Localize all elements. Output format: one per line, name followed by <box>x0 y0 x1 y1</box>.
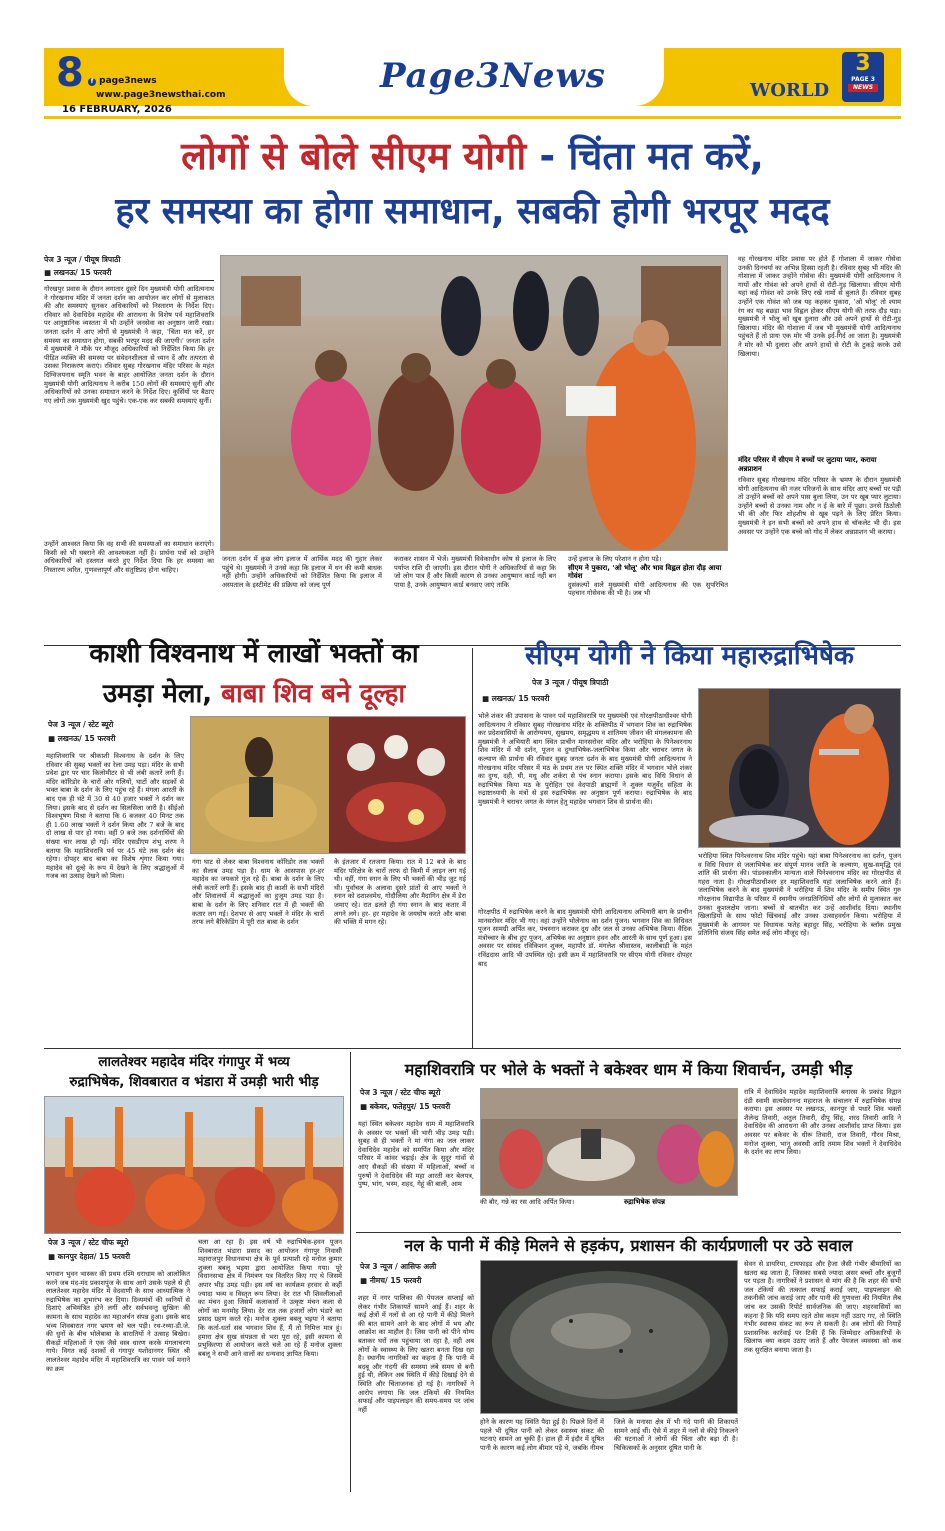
bakeshwar-col1: यहां स्थित बकेश्वर महादेव धाम में महाशिवरात्रि के अवसर पर भक्तों की भारी भीड़ उमड़ पड़ी। सुबह से ही भक्तों ने मां गंगा का जल लाकर देवाधिदेव महादेव को समर्पित किया और मंदिर परिसर में कांवर चढ़ाई। क्षेत्र के सुदूर गांवों से आए सैकड़ों की संख्या में महिलाओं, बच्चों व पुरुषों ने देवाधिदेव की महा आरती कर बेलपत्र, पुष्प, भांग, भस्म, शहद, गेहूं की बाली, आम <box>358 1120 474 1189</box>
lalteshwar-headline <box>44 1052 344 1092</box>
issue-date: 16 FEBRUARY, 2026 <box>62 104 172 115</box>
page-number: 8 <box>56 50 84 96</box>
rudra-headline: सीएम योगी ने किया महारुद्राभिषेक <box>525 641 854 671</box>
lead-headline-line1 <box>44 128 901 184</box>
lead-headline-red: लोगों से बोले सीएम योगी <box>181 134 527 178</box>
lalteshwar-col1: भगवान भुवन भास्कर की प्रथम रश्मि धराधाम को आलोकित करने जब मंद-मंद प्रकाशपुंज के साथ आगे उसके पहले से ही लालतेश्वर महादेव मंदिर में वेदवाणी के साथ आध्यात्मिक ने रुद्राभिषेक का शुभारंभ कर दिया। दिव्यमंत्रों की ध्वनियों से दिशाएं अभिमंत्रित होने लगीं और सर्वभवन्तु सुखिनः की कामना के साथ महादेव का महाअर्चन संपन्न हुआ। इसके बाद भव्य शिवबारात नगर भ्रमण को चल पड़ी। रथ-रथ्या-डी.जे. की धुनों के बीच भोलेबाबा के बारातियों ने उत्साह बिखेरा। सैकड़ों महिलाओं ने एक जैसे वस्त्र धारण करके मंगलाचरण गाये। विगत कई दशकों से गंगापुर यशोदानगर स्थित श्री लालतेश्वर महादेव मंदिर में महाशिवरात्रि का पावन पर्व मनाने का क्रम <box>46 1270 190 1373</box>
kashi-dateline-text: लखनऊ/ 15 फरवरी <box>57 734 116 743</box>
lead-dateline-text: लखनऊ/ 15 फरवरी <box>53 268 112 277</box>
nal-photo-image <box>481 1261 738 1414</box>
bakeshwar-bottom-rule <box>356 1232 901 1233</box>
bakeshwar-dateline-text: बकेवर, फतेहपुर/ 15 फरवरी <box>369 1102 451 1111</box>
lead-under-photo-3a: उन्हें इलाज के लिए परेशान न होना पड़े। <box>568 555 662 563</box>
section-label: WORLD <box>750 80 830 101</box>
lalteshwar-photo-image <box>45 1097 344 1234</box>
lead-under-photo-1: जनता दर्शन में कुछ लोग इलाज में आर्थिक मदद की गुहार लेकर पहुंचे थे। मुख्यमंत्री ने उनसे कहा कि इलाज में धन की कमी बाधक नहीं होगी। उन्होंने अधिकारियों को निर्देशित किया कि इलाज में अस्पताल के इस्टीमेट की प्रक्रिया को जल्द पूर्ण <box>222 555 382 589</box>
bakeshwar-photo <box>480 1088 738 1196</box>
lead-headline-blue1: चिंता मत करें, <box>568 134 764 178</box>
nal-under-a: होने के कारण यह स्थिति पैदा हुई है। पिछले दिनों में पहले भी दूषित पानी को लेकर स्वास्थ्य संकट की घटनाएं सामने आ चुकी हैं। हाल ही में इंदौर में दूषित पानी के कारण कई लोग बीमार पड़े थे, जबकि नीमच <box>480 1418 604 1452</box>
lead-right-col-b: रविवार सुबह गोरखनाथ मंदिर परिसर के भ्रमण के दौरान मुख्यमंत्री योगी आदित्यनाथ की नजर परिजनों के साथ मंदिर आए बच्चों पर पड़ी तो उन्होंने बच्चों को अपने पास बुला लिया, उन पर खूब प्यार लुटाया। उन्होंने बच्चों से उनका नाम और न ई के बारे में पूछा। उनसे ठिठोली भी की और फिर शोहशीष से खूब पढ़ने के लिए प्रेरित किया। मुख्यमंत्री ने इन सभी बच्चों को अपने हाथ से चॉकलेट भी दी। इस अवसर पर उन्होंने एक बच्चे को गोद में लेकर अन्नप्राशन भी कराया। <box>738 476 901 536</box>
lead-bholu-subhead: सीएम ने पुकारा, 'ओ भोलू' और भाव विह्वल होता दौड़ आया गोवंश <box>568 563 722 581</box>
mid-rule <box>44 1048 901 1049</box>
nal-headline: नल के पानी में कीड़े मिलने से हड़कंप, प्रशासन की कार्यप्रणाली पर उठे सवाल <box>404 1236 853 1255</box>
kashi-headline-line1: काशी विश्वनाथ में लाखों भक्तों का <box>89 639 419 669</box>
lead-under-photo-3b: दुसंकल्पों वाले मुख्यमंत्री योगी आदित्यनाथ की एक सुपरिचित पहचान गोसेवक की भी है। जब भी <box>568 580 728 598</box>
kashi-headline-red: बाबा शिव बने दूल्हा <box>221 679 406 709</box>
lalteshwar-divider <box>350 1052 351 1492</box>
lalteshwar-dateline: ■ कानपुर देहात/ 15 फरवरी <box>48 1252 131 1261</box>
kashi-headline <box>44 628 464 714</box>
lalteshwar-byline: पेज 3 न्यूज / स्टेट चीफ ब्यूरो <box>48 1238 129 1247</box>
badge-number: 3 <box>855 51 871 76</box>
rudra-col1: भोले शंकर की उपासना के पावन पर्व महाशिवरात्रि पर मुख्यमंत्री एवं गोरक्षपीठाधीश्वर योगी आदित्यनाथ ने रविवार सुबह गोरखनाथ मंदिर के शक्तिपीठ में भगवान शिव का रुद्राभिषेक कर प्रदेशवासियों के आरोग्यमय, सुखमय, समृद्धमय व शांतिमय जीवन की मंगलकामना की मुख्यमंत्री ने अभियारी बाग स्थित प्राचीन मानसरोवर मंदिर और भरोहिया के पिनेश्वरनाथ शिव मंदिर में भी दर्शन, पूजन व दुग्धाभिषेक-जलाभिषेक किया और चराचर जगत के कल्याण की प्रार्थना की रविवार सुबह जनता दर्शन के बाद मुख्यमंत्री योगी आदित्यनाथ ने गोरखनाथ मंदिर परिसर में मठ के प्रथम तल पर स्थित शक्ति मंदिर में भगवान भोले शंकर का दुग्ध, दही, घी, मधु और शर्करा से पंच स्नान कराया। इसके बाद विधि विधान से रुद्राभिषेक किया मठ के पुरोहित एवं वेदपाठी ब्राह्मणों ने शुक्ल यजुर्वेद संहिता के रुद्राष्टाध्यायी के मंत्रों से इस रुद्राभिषेक का अनुष्ठान पूर्ण कराया। रुद्राभिषेक के बाद मुख्यमंत्री ने चराचर जगत के मंगल हेतु महादेव भगवान शिव से प्रार्थना की। <box>478 712 692 806</box>
lalteshwar-headline-line2: रुद्राभिषेक, शिवबारात व भंडारा में उमड़ी भारी भीड़ <box>69 1074 319 1090</box>
kashi-headline-black: उमड़ा मेला, <box>102 679 222 709</box>
nal-col2: सेवन से डायरिया, टायफाइड और हैजा जैसी गंभीर बीमारियों का खतरा बढ़ जाता है, जिसका सबसे ज्यादा असर बच्चों और बुजुर्गों पर पड़ता है। नागरिकों ने प्रशासन से मांग की है कि शहर की सभी जल टंकियों की तत्काल सफाई कराई जाए, पाइपलाइन की तकनीकी जांच कराई जाए और पानी की गुणवत्ता की नियमित लैब जांच कर उसकी रिपोर्ट सार्वजनिक की जाए। शहरवासियों का कहना है कि यदि समय रहते ठोस कदम नहीं उठाए गए, तो स्थिति गंभीर स्वास्थ्य संकट का रूप ले सकती है। अब लोगों की निगाहें प्रशासनिक कार्रवाई पर टिकी हैं कि जिम्मेदार अधिकारियों के खिलाफ क्या कदम उठाए जाते हैं और पेयजल व्यवस्था को कब तक सुरक्षित बनाया जाता है। <box>744 1260 901 1354</box>
badge-line2: NEWS <box>848 84 878 92</box>
bakeshwar-dateline: ■ बकेवर, फतेहपुर/ 15 फरवरी <box>360 1102 451 1111</box>
bakeshwar-caption2: रुद्राभिषेक संपन्न <box>624 1198 666 1206</box>
kashi-headline-line2 <box>44 674 464 714</box>
nal-under-b: जिले के मनासा क्षेत्र में भी गंदे पानी की शिकायतें सामने आई थीं। ऐसे में शहर में नलों से कीड़े निकलने की घटनाओं ने लोगों की चिंता और बढ़ा दी है। चिकित्सकों के अनुसार दूषित पानी के <box>614 1418 738 1452</box>
logo: Page3News <box>380 56 606 96</box>
rudra-photo <box>698 688 901 848</box>
lead-byline-rule <box>44 280 214 281</box>
bakeshwar-caption1: की बौर, गन्ने का रस आदि अर्पित किया। <box>480 1198 575 1206</box>
lead-photo <box>220 255 728 551</box>
nal-byline: पेज 3 न्यूज / आसिफ अली <box>360 1262 437 1271</box>
rudra-byline: पेज 3 न्यूज / पीयूष त्रिपाठी <box>532 678 609 687</box>
kashi-rudra-divider <box>472 648 473 1048</box>
kashi-dateline: ■ लखनऊ/ 15 फरवरी <box>48 734 116 743</box>
rudra-photo-image <box>699 689 901 848</box>
rudra-col2: भरोहिया स्थित पिनेश्वरनाथ शिव मंदिर पहुंचे। यहां बाबा पिनेश्वरनाथ का दर्शन, पूजन व विधि विधान से जलाभिषेक कर संपूर्ण मानव जाति के कल्याण, सुख-समृद्धि एवं शांति की प्रार्थना की। पांडवकालीन मान्यता वाले पिनेश्वरनाथ मंदिर का गोरक्षपीठ से गहरा नाता है। गोरक्षपीठाधीश्वर हर महाशिवरात्रि यहां जलाभिषेक करने आते हैं। जलाभिषेक करने के बाद मुख्यमंत्री ने भरोहिया में शिव मंदिर के समीप स्थित गुरु गोरक्षनाथ विद्यापीठ के परिसर में स्थानीय जनप्रतिनिधियों और लोगों से मुलाकात कर उनका कुशलक्षेम जाना। बच्चों से बातचीत कर उन्हें आशीर्वाद दिया। स्थानीय खिलाड़ियों के साथ फोटो खिंचवाई और उनका उत्साहवर्धन किया। भरोहिया में मुख्यमंत्री के आगमन पर विधायक फतेह बहादुर सिंह, भरोहिया के ब्लॉक प्रमुख प्रतिनिधि संजय सिंह समेत कई लोग मौजूद रहे। <box>698 852 901 938</box>
lead-byline: पेज 3 न्यूज / पीयूष त्रिपाठी <box>44 255 121 264</box>
lead-photo-image <box>221 256 728 551</box>
kashi-col1: महाशिवरात्रि पर श्रीकाशी विश्वनाथ के दर्शन के लिए रविवार की सुबह भक्तों का रेला उमड़ पड़ा। मंदिर के सभी प्रवेश द्वार पर चार किलोमीटर से भी लंबी कतारें लगी हैं। मंदिर कॉरिडोर के चारों ओर गलियों, घाटों और सड़कों से भक्त बाबा के दर्शन के लिए पहुंच रहे हैं। मंगला आरती के बाद एक ही घंटे में 30 से 40 हजार भक्तों ने दर्शन कर लिया। इसके बाद से दर्शन का सिलसिला जारी है। सीईओ विश्वभूषण मिश्रा ने बताया कि 6 बजकर 40 मिनट तक ही 1.60 लाख भक्तों ने दर्शन किया और 7 बजे के बाद दो लाख से पार हो गया। वहीं 9 बजे तक दर्शनार्थियों की संख्या चार लाख हो गई। मंदिर एसडीएम शंभु शरण ने बताया कि महाशिवरात्रि पर्व पर 45 घंटे तक दर्शन बंद रहेगा। दोपहर बाद बाबा का विशेष शृंगार किया गया। महादेव को दूल्हे के रूप में देखने के लिए श्रद्धालुओं में गजब का उत्साह देखने को मिला। <box>46 752 184 881</box>
lead-headline-line2: हर समस्या का होगा समाधान, सबकी होगी भरपूर मदद <box>115 191 830 232</box>
lalteshwar-photo <box>44 1096 344 1234</box>
lalteshwar-dateline-text: कानपुर देहात/ 15 फरवरी <box>57 1252 131 1261</box>
rudra-dateline: ■ लखनऊ/ 15 फरवरी <box>482 694 550 703</box>
lead-right-subhead: मंदिर परिसर में सीएम ने बच्चों पर लुटाया प्यार, कराया अन्नप्राशन <box>738 456 877 473</box>
kashi-under-b: के इंतजार में रतजगा किया। रात में 12 बजे के बाद मंदिर परिक्षेत्र के चारों तरफ दो किमी में लाइन लग गई थी। वहीं, गंगा स्नान के लिए भी भक्तों की भीड़ जुट गई थी। पूर्वांचल के अलावा दूसरे प्रांतों से आए भक्तों ने स्नान को दशाश्वमेध, गोदौलिया और मैदागिन क्षेत्र में डेरा जमाए रहे। रात ढलते ही गंगा स्नान के बाद कतार में लगने लगे। हर- हर महादेव के जयघोष करते और बाबा की भक्ति में मगन रहे। <box>334 858 466 927</box>
nal-dateline-text: नीमच/ 15 फरवरी <box>369 1276 422 1285</box>
lead-col1: गोरखपुर प्रवास के दौरान लगातार दूसरे दिन मुख्यमंत्री योगी आदित्यनाथ ने गोरखनाथ मंदिर में जनता दर्शन का आयोजन कर लोगों से मुलाकात की और समस्याएं सुनकर अधिकारियों को निस्तारण के निर्देश दिए। रविवार को देवाधिदेव महादेव की आराधना के विशेष पर्व महाशिवरात्रि पर आनुष्ठानिक व्यस्तता में भी उन्होंने जनसेवा का अनुष्ठान जारी रखा। जनता दर्शन में आए लोगों से मुख्यमंत्री ने कहा, 'चिंता मत करें, हर समस्या का समाधान होगा, सबकी भरपूर मदद की जाएगी।' जनता दर्शन में मुख्यमंत्री ने मौके पर मौजूद अधिकारियों को निर्देशित किया कि हर पीड़ित व्यक्ति की समस्या पर संवेदनशीलता से ध्यान दें और तत्परता से उसका निराकरण कराएं। रविवार सुबह गोरखनाथ मंदिर परिसर के महंत दिग्विजयनाथ स्मृति भवन के बाहर आयोजित जनता दर्शन के दौरान मुख्यमंत्री योगी आदित्यनाथ ने करीब 150 लोगों की समस्याएं सुनीं और अधिकारियों को उनका समाधान करने के निर्देश दिए। कुर्सियों पर बैठाए गए लोगों तक मुख्यमंत्री खुद पहुंचे। एक-एक कर सबकी समस्याएं सुनीं। <box>44 285 214 405</box>
social-handle-text: page3news <box>99 76 157 86</box>
facebook-icon: f <box>88 78 96 86</box>
lead-col1-cont: उन्होंने आश्वस्त किया कि वह सभी की समस्याओं का समाधान कराएंगे। किसी को भी घबराने की आवश्यकता नहीं है। प्रार्थना पत्रों को उन्होंने अधिकारियों को हस्तगत करते हुए निर्देश दिया कि हर समस्या का निस्तारण त्वरित, गुणवत्तापूर्ण और संतुष्टिप्रद होना चाहिए। <box>44 540 214 574</box>
lead-headline <box>44 128 901 240</box>
kashi-photo <box>190 716 466 854</box>
masthead <box>44 48 901 114</box>
masthead-rule <box>44 116 901 119</box>
kashi-byline: पेज 3 न्यूज / स्टेट ब्यूरो <box>48 720 114 729</box>
rudra-col1b: गोरक्षपीठ में रुद्राभिषेक करने के बाद मुख्यमंत्री योगी आदित्यनाथ अभियारी बाग के प्राचीन मानसरोवर मंदिर भी गए। वहां उन्होंने भोलेनाथ का दर्शन पूजन। भगवान शिव का विधिवत पूजन सामग्री अर्पित कर, पंचस्नान कराकर दूध और जल से उनका अभिषेक किया। वैदिक मंत्रोच्चार के बीच हुए पूजन, अभिषेक का अनुष्ठान हवन और आरती के साथ पूर्ण हुआ। इस अवसर पर सांसद रविकिशन शुक्ल, महापौर डॉ. मंगलेश श्रीवास्तव, कालीबाड़ी के महंत रविंद्रदास आदि भी उपस्थित रहे। इसी क्रम में महाशिवरात्रि पर सीएम योगी रविवार दोपहर बाद <box>478 908 692 968</box>
bakeshwar-col2: रात्रि में देवाधिदेव महादेव महाशिवरात्रि बनारस के प्रकांड विद्वान दंडी स्वामी सत्यदेवानन्द महाराज के संचालन में रुद्राभिषेक संपन्न कराया। इस अवसर पर लखनऊ, कानपुर से पधारे शिव भक्तों शैलेन्द्र तिवारी, अतुल तिवारी, दीपू सिंह, शरद तिवारी आदि ने देवाधिदेव की आराधना की और उनका आशीर्वाद प्राप्त किया। इस अवसर पर बकेवर के धीरू तिवारी, राज तिवारी, गौरव मिश्रा, मनोज शुक्ला, भानू अवस्थी आदि तमाम शिव भक्तों ने देवाधिदेव के दर्शन का लाभ लिया। <box>744 1088 901 1157</box>
social-handle <box>88 76 157 86</box>
bakeshwar-photo-image <box>481 1089 738 1196</box>
nal-dateline: ■ नीमच/ 15 फरवरी <box>360 1276 422 1285</box>
kashi-under-a: गंगा घाट से लेकर बाबा विश्वनाथ कॉरिडोर तक भक्तों का सैलाब उमड़ पड़ा है। धाम के आसपास हर-हर महादेव का जयकारे गूंज रहे हैं। बाबा के दर्शन के लिए लंबी कतारें लगी हैं। इसके बाद ही काशी के सभी मंदिरों और शिवालयों में श्रद्धालुओं का हुजूम उमड़ पड़ा है। बाबा के दर्शन के लिए शनिवार रात में ही भक्तों की कतार लग गई। देशभर से आए भक्तों ने मंदिर के चारों तरफ लगे बैरिकेडिंग में पूरी रात बाबा के दर्शन <box>192 858 324 927</box>
website: www.page3newsthai.com <box>96 90 226 100</box>
bakeshwar-headline: महाशिवरात्रि पर भोले के भक्तों ने बकेश्वर धाम में किया शिवार्चन, उमड़ी भीड़ <box>404 1060 853 1079</box>
lead-under-photo-2: कराकर शासन में भेजें। मुख्यमंत्री विवेकाधीन कोष से इलाज के लिए पर्याप्त राशि दी जाएगी। इस दौरान योगी ने अधिकारियों से कहा कि जो लोग पात्र हैं और किसी कारण से उनका आयुष्मान कार्ड नहीं बन पाया है, उनके आयुष्मान कार्ड बनवाए जाएं ताकि <box>394 555 556 589</box>
rudra-dateline-text: लखनऊ/ 15 फरवरी <box>491 694 550 703</box>
nal-col1: शहर में नगर पालिका की पेयजल सप्लाई को लेकर गंभीर शिकायतें सामने आई हैं। शहर के कई क्षेत्रों में नलों से आ रहे पानी में कीड़े मिलने की बात सामने आने के बाद लोगों में भय और आक्रोश का माहौल है। जिस पानी को पीने योग्य बताकर घरों तक पहुंचाया जा रहा है, वही अब लोगों के स्वास्थ्य के लिए खतरा बनता दिख रहा है। स्थानीय नागरिकों का कहना है कि पानी में बदबू और गंदगी की समस्या लंबे समय से बनी हुई थी, लेकिन अब स्थिति में कीड़े दिखाई देने से स्थिति और चिंताजनक हो गई है। नागरिकों ने आरोप लगाया कि जल टंकियों की नियमित सफाई और पाइपलाइन की समय-समय पर जांच नहीं <box>358 1294 474 1414</box>
pin-icon: ■ <box>44 268 52 277</box>
lead-headline-dash: - <box>526 134 569 178</box>
lalteshwar-headline-line1: लालतेश्वर महादेव मंदिर गंगापुर में भव्य <box>98 1054 290 1070</box>
lead-dateline <box>44 268 111 278</box>
kashi-photo-image <box>191 717 466 854</box>
nal-photo <box>480 1260 738 1414</box>
lead-under-photo-3 <box>568 555 728 645</box>
lead-right-col-a: वह गोरखनाथ मंदिर प्रवास पर होते हैं गोशाला में जाकर गोसेवा उनकी दिनचर्या का अभिन्न हिस्सा रहती है। रविवार सुबह भी मंदिर की गोशाला में जाकर उन्होंने गोसेवा की। मुख्यमंत्री योगी आदित्यनाथ ने गायों और गोवंश को अपने हाथों से रोटी-गुड़ खिलाया। सीएम योगी यहां कई गोवंश को उनके लिए रखे नामों से बुलाते हैं। रविवार सुबह उन्होंने एक गोवंश को जब यह कहकर पुकारा, 'ओ भोलू' तो श्याम रंग का यह बछड़ा भाव विह्वल होकर सीएम योगी की तरफ दौड़ पड़ा। मुख्यमंत्री ने भोलू को खूब दुलारा और उसे अपने हाथों से रोटी-गुड़ खिलाया। मंदिर की गोशाला में जब भी मुख्यमंत्री योगी आदित्यनाथ पहुंचते हैं तो प्रायः एक मोर भी उनके इर्द-गिर्द आ जाता है। मुख्यमंत्री ने मोर को भी दुलारा और अपने हाथों से रोटी के टुकड़े करके उसे खिलाया। <box>738 255 901 358</box>
bakeshwar-byline: पेज 3 न्यूज / स्टेट चीफ ब्यूरो <box>360 1088 441 1097</box>
lalteshwar-col2: चला आ रहा है। इस वर्ष भी रुद्राभिषेक-हवन पूजन शिवबारात भंडारा प्रसाद का आयोजन गंगापुर निवासी महाराजपुर विधानसभा क्षेत्र के पूर्व प्रत्याशी रहे मनोज कुमार शुक्ला बबलू भइया द्वारा आयोजित किया गया। पूरे विधानसभा क्षेत्र में निमंत्रण पत्र वितरित किए गए थे जिसमें अपार भीड़ उमड़ पड़ी। इस वर्ष का कार्यक्रम हरवार से कहीं ज्यादा भव्य व विस्तृत रूप लिया। देर रात भी शिवलीलाओं का मंचन हुआ जिसमें कलाकारों ने उत्कृष्ट मंचन कला से लोगों का मनमोह लिया। देर रात तक हजारों लोग भंडारे का प्रसाद ग्रहण करते रहे। मनोज शुक्ला बबलू भइया ने बताया कि कर्ता-धर्ता सब भगवान शिव हैं, मैं तो निमित्त मात्र हूं। हमारा क्षेत्र सुख संपन्नता से भरा पूरा रहे, इसी कामना से प्रभुकिरणा से आयोजन करते चले आ रहे हैं मनोज शुक्ला बबलू ने सभी आने वालों का धन्यवाद ज्ञापित किया। <box>198 1238 342 1358</box>
badge-line1: PAGE 3 <box>851 76 875 83</box>
page3-badge <box>842 52 884 102</box>
